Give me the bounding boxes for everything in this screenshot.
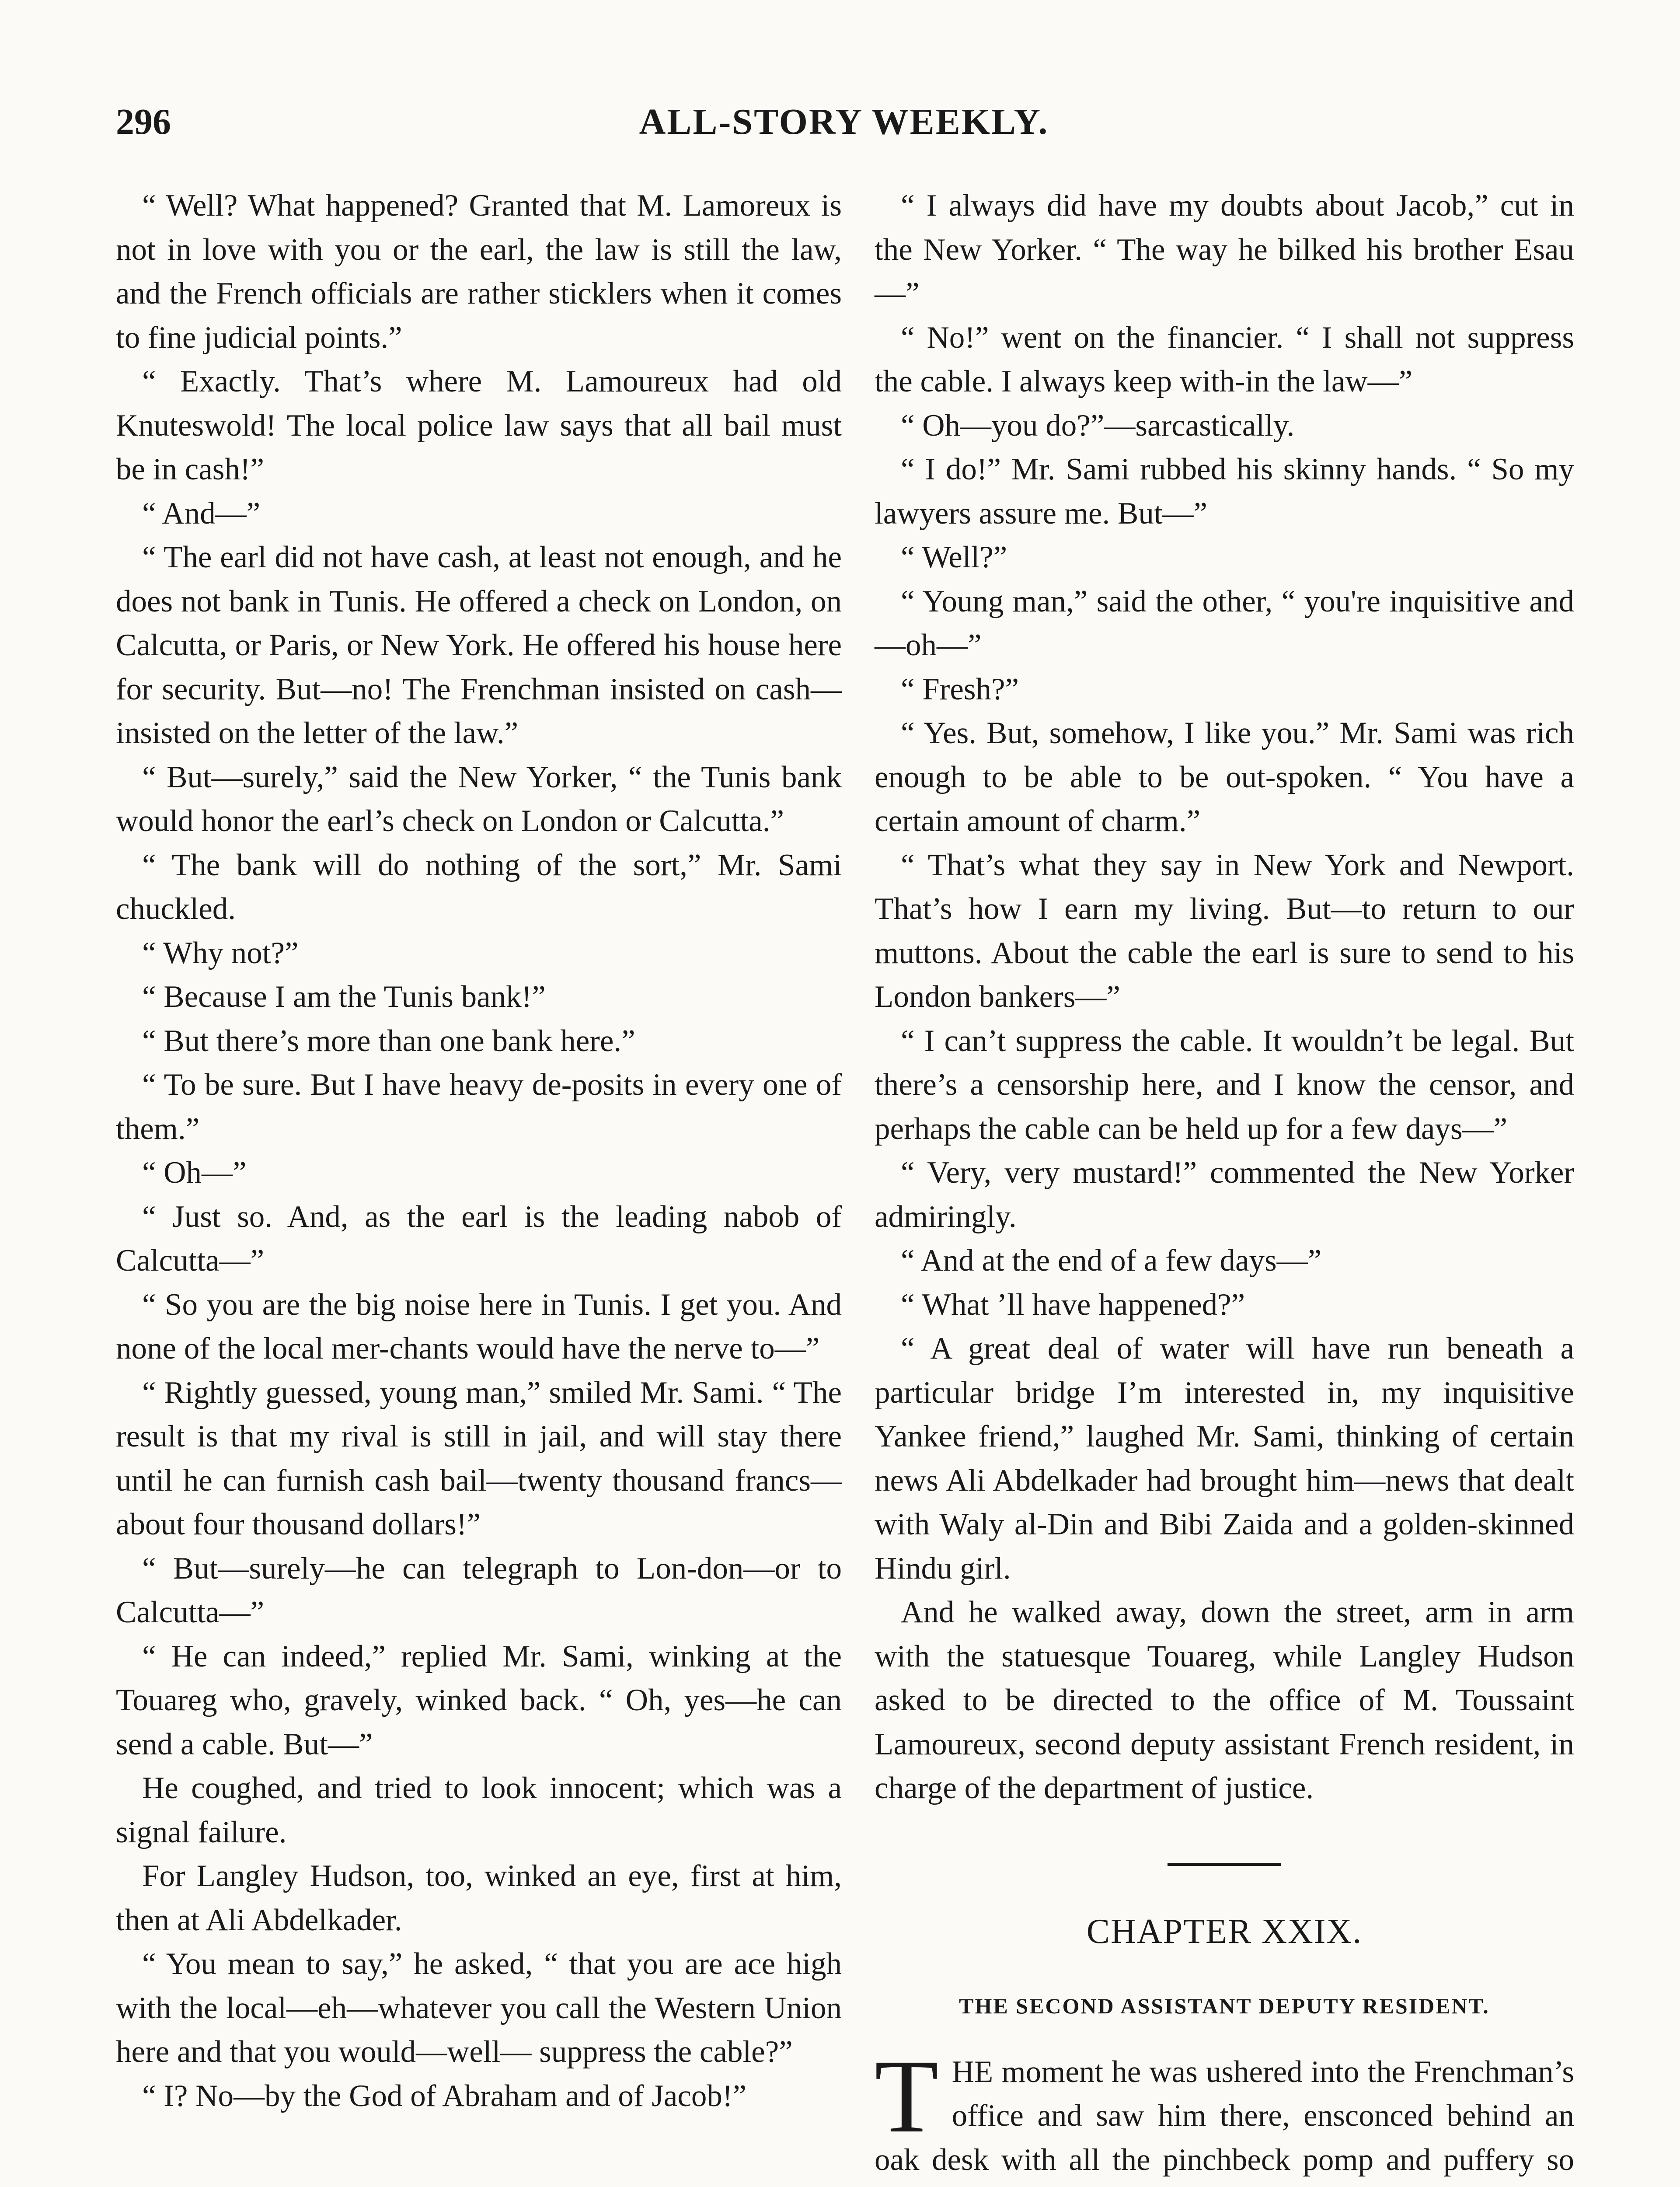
page-header xyxy=(116,101,1572,153)
paragraph: “ That’s what they say in New York and Newport. That’s how I earn my living. But—to return to our muttons. About the cable the earl is sure to send to his London bankers—” xyxy=(875,848,1574,1014)
right-column xyxy=(875,184,1574,2187)
paragraph: “ Because I am the Tunis bank!” xyxy=(142,980,546,1014)
paragraph: “ Rightly guessed, young man,” smiled Mr. Sami. “ The result is that my rival is still in jail, and will stay there until he can furnish cash bail—twenty thousand francs—about four thousand dollars!” xyxy=(116,1375,842,1541)
paragraph: “ Exactly. That’s where M. Lamoureux had old Knuteswold! The local police law says that all bail must be in cash!” xyxy=(116,364,842,486)
running-title: ALL-STORY WEEKLY. xyxy=(639,101,1049,142)
paragraph: “ Fresh?” xyxy=(901,672,1019,706)
paragraph: “ Oh—you do?”—sarcastically. xyxy=(901,408,1295,443)
paragraph: “ I? No—by the God of Abraham and of Jacob!” xyxy=(142,2079,747,2113)
paragraph: “ I do!” Mr. Sami rubbed his skinny hands. “ So my lawyers assure me. But—” xyxy=(875,452,1574,531)
paragraph: “ Why not?” xyxy=(142,936,299,970)
paragraph: “ He can indeed,” replied Mr. Sami, winking at the Touareg who, gravely, winked back. “ Oh, yes—he can send a cable. But—” xyxy=(116,1639,842,1761)
paragraph: “ Well?” xyxy=(901,540,1007,574)
paragraph: “ You mean to say,” he asked, “ that you are ace high with the local—eh—whatever you call the Western Union here and that you would—well— suppress the cable?” xyxy=(116,1947,842,2069)
paragraph: “ A great deal of water will have run beneath a particular bridge I’m interested in, my inquisitive Yankee friend,” laughed Mr. Sami, thinking of certain news Ali Abdelkader had brought him—news that dealt with Waly al-Din and Bibi Zaida and a golden-skinned Hindu girl. xyxy=(875,1331,1574,1586)
left-column xyxy=(116,184,842,2118)
paragraph: “ Well? What happened? Granted that M. Lamoreux is not in love with you or the earl, the law is still the law, and the French officials are rather sticklers when it comes to fine judicial points.” xyxy=(116,189,842,355)
section-divider xyxy=(1168,1863,1281,1866)
chapter-opening-text: HE moment he was ushered into the Frenchman’s office and saw him there, ensconced behind an oak desk with all the pinchbeck pomp and puffery so xyxy=(875,2054,1574,2177)
paragraph: He coughed, and tried to look innocent; which was a signal failure. xyxy=(116,1771,842,1849)
chapter-title: CHAPTER XXIX. xyxy=(1086,1912,1363,1951)
chapter-subtitle: THE SECOND ASSISTANT DEPUTY RESIDENT. xyxy=(959,1994,1490,2018)
paragraph: “ Yes. But, somehow, I like you.” Mr. Sami was rich enough to be able to be out-spoken. “ You have a certain amount of charm.” xyxy=(875,716,1574,838)
paragraph: “ And at the end of a few days—” xyxy=(901,1244,1322,1278)
chapter-opening xyxy=(875,2037,1574,2187)
paragraph: “ But—surely—he can telegraph to Lon-don—or to Calcutta—” xyxy=(116,1551,842,1629)
paragraph: “ What ’ll have happened?” xyxy=(901,1287,1245,1322)
paragraph: “ I can’t suppress the cable. It wouldn’t be legal. But there’s a censorship here, and I know the censor, and perhaps the cable can be held up for a few days—” xyxy=(875,1024,1574,1146)
paragraph: “ Young man,” said the other, “ you're inquisitive and—oh—” xyxy=(875,584,1574,662)
paragraph: For Langley Hudson, too, winked an eye, first at him, then at Ali Abdelkader. xyxy=(116,1859,842,1937)
paragraph: “ The bank will do nothing of the sort,” Mr. Sami chuckled. xyxy=(116,848,842,926)
paragraph: “ Oh—” xyxy=(142,1156,247,1190)
paragraph: “ The earl did not have cash, at least not enough, and he does not bank in Tunis. He offered a check on London, on Calcutta, or Paris, or New York. He offered his house here for security. But—no! The Frenchman insisted on cash—insisted on the letter of the law.” xyxy=(116,540,842,750)
paragraph: “ So you are the big noise here in Tunis. I get you. And none of the local mer-chants would have the nerve to—” xyxy=(116,1287,842,1366)
paragraph: “ Very, very mustard!” commented the New Yorker admiringly. xyxy=(875,1156,1574,1234)
paragraph: “ No!” went on the financier. “ I shall not suppress the cable. I always keep with-in the law—” xyxy=(875,320,1574,398)
paragraph: “ But—surely,” said the New Yorker, “ the Tunis bank would honor the earl’s check on London or Calcutta.” xyxy=(116,760,842,838)
page-number: 296 xyxy=(116,101,171,142)
paragraph: And he walked away, down the street, arm in arm with the statuesque Touareg, while Langley Hudson asked to be directed to the office of M. Toussaint Lamoureux, second deputy assistant French resident, in charge of the department of justice. xyxy=(875,1595,1574,1805)
paragraph: “ And—” xyxy=(142,496,261,531)
paragraph: “ But there’s more than one bank here.” xyxy=(142,1024,635,1058)
paragraph: “ To be sure. But I have heavy de-posits in every one of them.” xyxy=(116,1068,842,1146)
drop-cap: T xyxy=(875,2037,939,2154)
paragraph: “ I always did have my doubts about Jacob,” cut in the New Yorker. “ The way he bilked his brother Esau—” xyxy=(875,189,1574,311)
paragraph: “ Just so. And, as the earl is the leading nabob of Calcutta—” xyxy=(116,1199,842,1278)
